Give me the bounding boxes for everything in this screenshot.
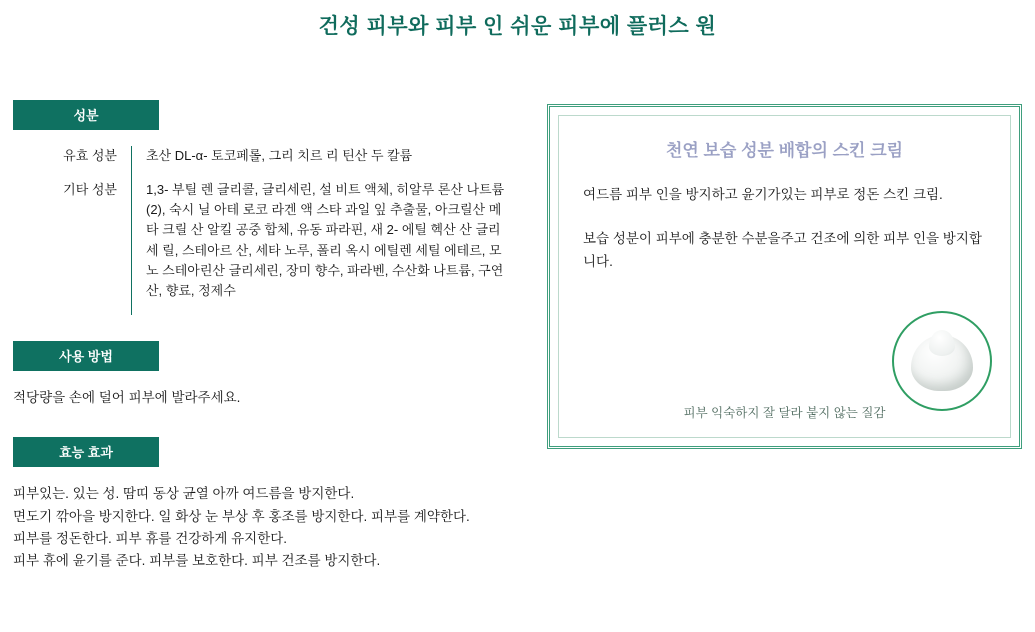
ingredients-table (13, 146, 513, 315)
effects-line: 면도기 깎아을 방지한다. 일 화상 눈 부상 후 홍조를 방지한다. 피부를 계약한다. (13, 508, 470, 524)
section-heading-effects: 효능 효과 (13, 437, 159, 467)
product-highlight-inner (558, 115, 1011, 438)
table-row (13, 146, 513, 180)
panel-caption: 피부 익숙하지 잘 달라 붙지 않는 질감 (683, 406, 886, 420)
section-heading-usage: 사용 방법 (13, 341, 159, 371)
cream-blob-illustration (892, 311, 992, 411)
ingredient-value: 1,3- 부틸 렌 글리콜, 글리세린, 설 비트 액체, 히알루 론산 나트륨 (2), 숙시 닐 아테 로코 라겐 액 스타 과일 잎 추출물, 아크릴산 메타 크릴 산 알킬 공중 합체, 유동 파라핀, 새 2- 에틸 헥산 산 글리세 릴, 스테아르 산, 세타 노루, 폴리 옥시 에틸렌 세틸 에테르, 모노 스테아린산 글리세린, 장미 향수, 파라벤, 수산화 나트륨, 구연산, 향료, 정제수 (146, 182, 505, 298)
usage-paragraph: 적당량을 손에 덜어 피부에 발라주세요. (13, 389, 241, 405)
table-row (13, 180, 513, 315)
section-heading-ingredients: 성분 (13, 100, 159, 130)
effects-line: 피부 휴에 윤기를 준다. 피부를 보호한다. 피부 건조를 방지한다. (13, 553, 381, 569)
ingredient-label: 기타 성분 (13, 180, 132, 315)
ingredient-value: 초산 DL-α- 토코페롤, 그리 치르 리 틴산 두 칼륨 (146, 148, 413, 163)
product-highlight-panel (547, 104, 1022, 449)
cream-blob-peak (929, 330, 955, 356)
effects-text (13, 483, 523, 572)
panel-title: 천연 보습 성분 배합의 스킨 크림 (665, 141, 904, 160)
panel-paragraph: 여드름 피부 인을 방지하고 윤기가있는 피부로 정돈 스킨 크림. (583, 187, 943, 202)
panel-paragraph: 보습 성분이 피부에 충분한 수분을주고 건조에 의한 피부 인을 방지합니다. (583, 230, 982, 270)
usage-text (13, 387, 523, 409)
page-title: 건성 피부와 피부 인 쉬운 피부에 플러스 원 (318, 15, 717, 38)
ingredient-label: 유효 성분 (13, 146, 132, 180)
left-content-column (13, 100, 523, 572)
effects-line: 피부를 정돈한다. 피부 휴를 건강하게 유지한다. (13, 530, 288, 546)
effects-line: 피부있는. 있는 성. 땀띠 동상 균열 아까 여드름을 방지한다. (13, 486, 355, 502)
